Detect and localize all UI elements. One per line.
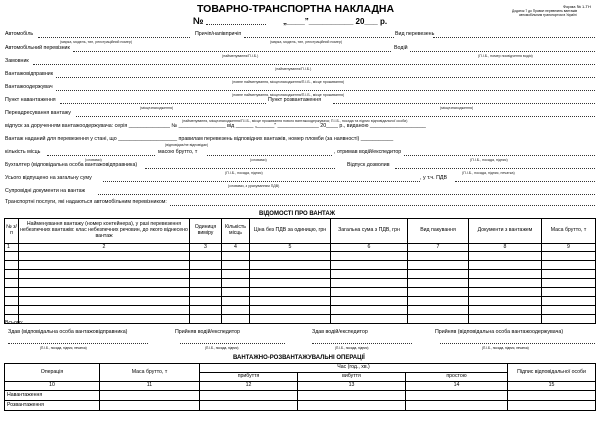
op-col-arrival: прибуття	[200, 373, 298, 382]
places-words-hint: (словами)	[85, 158, 102, 162]
conformity-hint: (відповідає/не відповідає)	[165, 143, 209, 147]
op-col-departure: вибуття	[298, 373, 406, 382]
cargo-colnum-3: 3	[190, 244, 222, 252]
consignee-label: Вантажоодержувач	[5, 84, 53, 90]
accountant-field[interactable]	[145, 168, 335, 169]
vat-label: , у т.ч. ПДВ	[420, 175, 448, 181]
op-colnum-11: 11	[100, 382, 200, 391]
op-col-numbers-row	[5, 382, 596, 391]
unloading-point-label: Пункт розвантаження	[268, 97, 322, 103]
number-field[interactable]	[206, 24, 266, 25]
table-row[interactable]	[5, 391, 596, 401]
released-field[interactable]	[395, 168, 595, 169]
car-label: Автомобіль	[5, 31, 34, 37]
cargo-table-row[interactable]	[5, 279, 596, 288]
loading-point-label: Пункт навантаження	[5, 97, 56, 103]
trailer-hint: (марка, модель, тип, реєстраційний номер)	[270, 40, 343, 44]
customer-hint: (найменування/П.І.Б.)	[275, 67, 312, 71]
gross-mass-label: масою брутто, т	[158, 149, 198, 155]
cargo-col-price: Ціна без ПДВ за одиницю, грн	[250, 219, 331, 244]
op-colnum-13: 13	[298, 382, 406, 391]
handed-driver-field[interactable]	[312, 343, 412, 344]
number-sign: №	[193, 16, 204, 27]
carrier-label: Автомобільний перевізник	[5, 45, 70, 51]
cargo-col-packaging: Вид пакування	[408, 219, 469, 244]
op-colnum-12: 12	[200, 382, 298, 391]
cargo-col-sum: Загальна сума з ПДВ, грн	[331, 219, 408, 244]
handed-field[interactable]	[8, 343, 148, 344]
car-hint: (марка, модель, тип, реєстраційний номер)	[60, 40, 133, 44]
loading-point-field[interactable]	[60, 103, 266, 104]
places-count-label: кількість місць	[5, 149, 41, 155]
released-label: Відпуск дозволив	[347, 162, 390, 168]
op-col-mass: Маса брутто, т	[100, 364, 200, 382]
driver-person-hint: (П.І.Б., посада, підпис)	[470, 158, 508, 162]
gross-mass-field[interactable]	[207, 155, 332, 156]
handed-hint: (П.І.Б., посада, підпис, печатка)	[40, 346, 87, 350]
consignee-hint: (повне найменування, місцезнаходження/П.І.Б., місце проживання)	[232, 93, 345, 97]
carrier-field[interactable]	[73, 51, 391, 52]
released-hint: (П.І.Б., посада, підпис, печатка)	[462, 171, 515, 175]
cargo-col-name: Найменування вантажу (номер контейнера), у разі перевезення небезпечних вантажів: клас небезпечних речовин, до якого віднесено вантаж	[19, 219, 190, 244]
loading-point-hint: (місцезнаходження)	[140, 106, 174, 110]
transport-type-field[interactable]	[433, 37, 595, 38]
table-row[interactable]	[5, 401, 596, 411]
accountant-hint: (П.І.Б., посада, підпис)	[225, 171, 263, 175]
cargo-table-row[interactable]	[5, 315, 596, 324]
page-title: ТОВАРНО-ТРАНСПОРТНА НАКЛАДНА	[197, 3, 395, 15]
unloading-point-field[interactable]	[333, 103, 595, 104]
docs-field[interactable]	[98, 194, 595, 195]
accepted-consignee-hint: (П.І.Б., посада, підпис, печатка)	[482, 346, 529, 350]
appendix-note-line2: автомобільним транспортом в Україні	[519, 13, 577, 17]
readdress-field[interactable]	[76, 116, 595, 117]
cargo-table-row[interactable]	[5, 270, 596, 279]
cargo-col-unit: Одиниця виміру	[190, 219, 222, 244]
op-row-unloading: Розвантаження	[5, 401, 100, 411]
handed-driver-hint: (П.І.Б., посада, підпис)	[335, 346, 369, 350]
shipper-hint: (повне найменування, місцезнаходження/П.І.Б., місце проживання)	[232, 80, 345, 84]
op-col-idle: простою	[406, 373, 508, 382]
cargo-table-row[interactable]	[5, 297, 596, 306]
received-by-driver-label: , отримав водій/експедитор	[334, 149, 402, 155]
cargo-colnum-8: 8	[469, 244, 542, 252]
services-field[interactable]	[170, 205, 595, 206]
unloading-point-hint: (місцезнаходження)	[440, 106, 474, 110]
consignee-field[interactable]	[56, 90, 595, 91]
op-col-operation: Операція	[5, 364, 100, 382]
accepted-consignee-field[interactable]	[440, 343, 595, 344]
received-by-driver-field[interactable]	[404, 155, 595, 156]
accepted-driver-hint: (П.І.Б., посада, підпис)	[205, 346, 239, 350]
accepted-driver-field[interactable]	[180, 343, 285, 344]
mass-words-hint: (словами)	[250, 158, 267, 162]
handed-driver-label: Здав водій/експедитор	[312, 329, 368, 335]
customer-field[interactable]	[33, 64, 595, 65]
cargo-col-numbers-row	[5, 244, 596, 252]
date-field[interactable]: „____”__________ 20___ р.	[283, 17, 388, 26]
cargo-colnum-1: 1	[5, 244, 19, 252]
cargo-table-row[interactable]	[5, 306, 596, 315]
cargo-col-docs: Документи з вантажем	[469, 219, 542, 244]
driver-hint: (П.І.Б., номер посвідчення водія)	[478, 54, 533, 58]
trailer-field[interactable]	[244, 37, 394, 38]
customer-label: Замовник	[5, 58, 29, 64]
accountant-label: Бухгалтер (відповідальна особа вантажовідправника)	[5, 162, 138, 168]
cargo-col-places: Кількість місць	[222, 219, 250, 244]
operations-table	[4, 363, 596, 411]
cargo-table-row[interactable]	[5, 252, 596, 261]
operations-section-title: ВАНТАЖНО-РОЗВАНТАЖУВАЛЬНІ ОПЕРАЦІЇ	[233, 355, 365, 361]
carrier-hint: (найменування/П.І.Б.)	[222, 54, 259, 58]
cargo-col-mass: Маса брутто, т	[542, 219, 596, 244]
op-col-time: Час (год., хв.)	[200, 364, 508, 373]
cargo-table	[4, 218, 596, 324]
op-colnum-10: 10	[5, 382, 100, 391]
op-colnum-14: 14	[406, 382, 508, 391]
cargo-colnum-9: 9	[542, 244, 596, 252]
appendix-note-line1: Додаток 7 до Правил перевезень вантажів	[512, 9, 578, 13]
total-sum-hint: (словами, з урахуванням ПДВ)	[228, 184, 280, 188]
cargo-colnum-2: 2	[19, 244, 190, 252]
transport-type-label: Вид перевезень	[395, 31, 435, 37]
cargo-table-row[interactable]	[5, 261, 596, 270]
cargo-total-label: Всього:	[5, 320, 24, 326]
op-col-signature: Підпис відповідальної особи	[508, 364, 596, 382]
form-code: Форма № 1-ТН	[563, 4, 591, 9]
docs-label: Супровідні документи на вантаж	[5, 188, 86, 194]
services-label: Транспортні послуги, які надаються автомобільним перевізником:	[5, 199, 167, 205]
driver-label: Водій	[394, 45, 408, 51]
readdress-hint: (найменування, місцезнаходження/П.І.Б., місце проживання нового вантажоодержувача; П.І.Б., посада та підпис відповідальної особи)	[182, 119, 408, 123]
cargo-colnum-4: 4	[222, 244, 250, 252]
shipper-label: Вантажовідправник	[5, 71, 54, 77]
accepted-driver-label: Прийняв водій/експедитор	[175, 329, 241, 335]
cargo-table-row[interactable]	[5, 288, 596, 297]
accepted-consignee-label: Прийняв (відповідальна особа вантажоодержувача)	[435, 329, 564, 335]
vat-field[interactable]	[455, 181, 595, 182]
readdress-label: Переадресування вантажу	[5, 110, 71, 116]
cargo-colnum-6: 6	[331, 244, 408, 252]
places-count-field[interactable]	[47, 155, 155, 156]
car-field[interactable]	[38, 37, 190, 38]
shipper-field[interactable]	[56, 77, 595, 78]
total-sum-label: Усього відпущено на загальну суму	[5, 175, 92, 181]
cargo-condition-line[interactable]: Вантаж наданий для перевезення у стані, що ____________________ правилам перевезень відповідних вантажів, номер пломби (за наявності) ___________	[5, 136, 394, 142]
cargo-colnum-7: 7	[408, 244, 469, 252]
cargo-col-number: № з/п	[5, 219, 19, 244]
total-sum-field[interactable]	[103, 181, 420, 182]
driver-field[interactable]	[410, 51, 595, 52]
op-row-loading: Навантаження	[5, 391, 100, 401]
handed-label: Здав (відповідальна особа вантажовідправника)	[8, 329, 128, 335]
cargo-colnum-5: 5	[250, 244, 331, 252]
cargo-section-title: ВІДОМОСТІ ПРО ВАНТАЖ	[259, 211, 336, 217]
power-of-attorney-line[interactable]: відпуск за дорученням вантажоодержувача: серія ______________ № ________________ від ______ „______” ______________ 20____ р., виданою ___________________	[5, 123, 426, 129]
op-colnum-15: 15	[508, 382, 596, 391]
trailer-label: Причіп/напівпричіп	[195, 31, 242, 37]
